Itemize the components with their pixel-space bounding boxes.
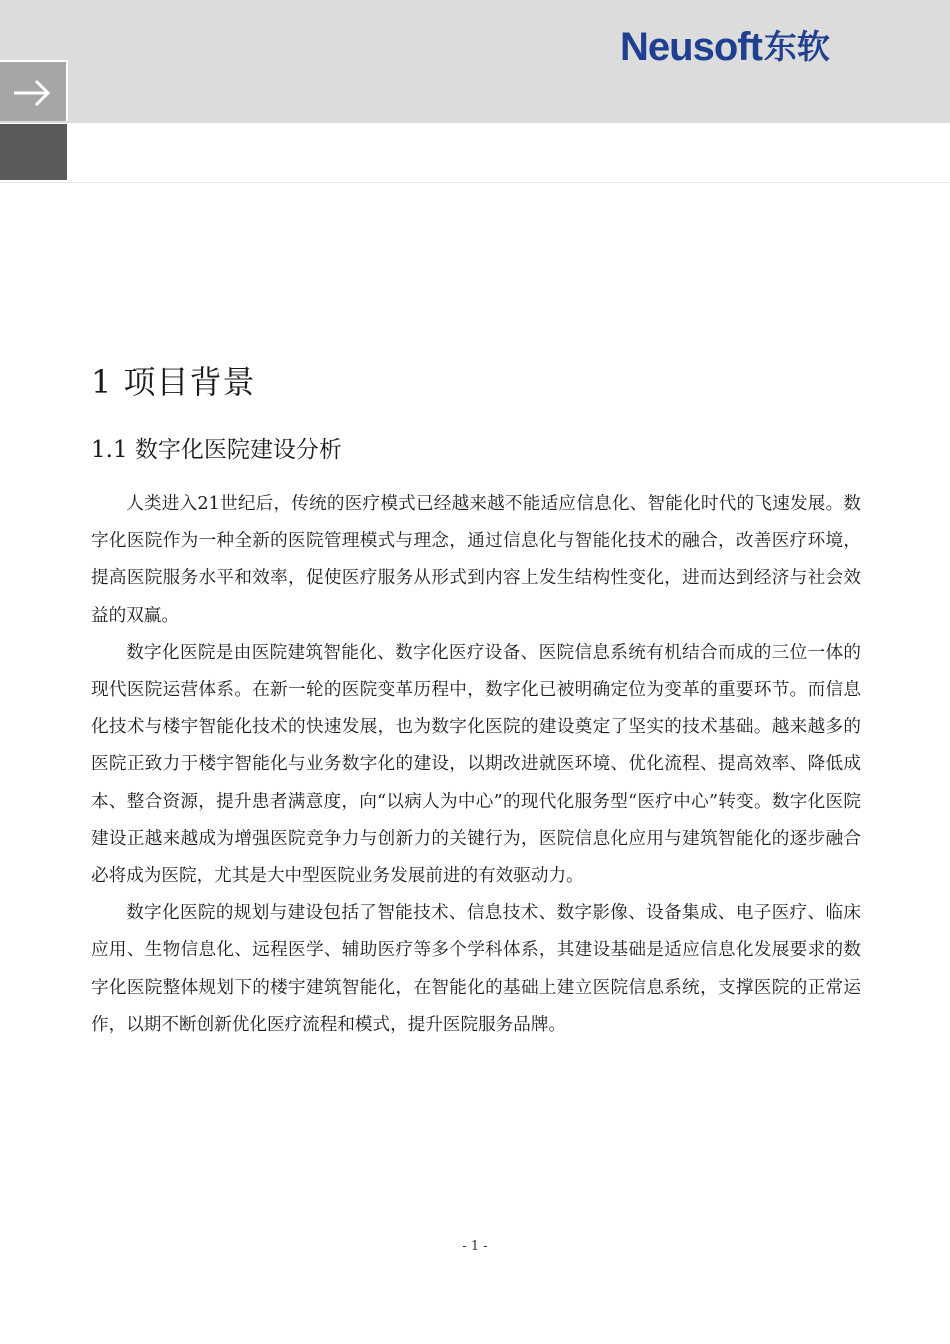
body-text [91, 486, 861, 1044]
paragraph-1: 人类进入21世纪后，传统的医疗模式已经越来越不能适应信息化、智能化时代的飞速发展。数字化医院作为一种全新的医院管理模式与理念，通过信息化与智能化技术的融合，改善医疗环境，提高医院服务水平和效率，促使医疗服务从形式到内容上发生结构性变化，进而达到经济与社会效益的双赢。 [91, 494, 861, 626]
dark-side-block [0, 124, 67, 180]
logo-text: Neusoft [620, 25, 762, 69]
paragraph-2: 数字化医院是由医院建筑智能化、数字化医疗设备、医院信息系统有机结合而成的三位一体的现代医院运营体系。在新一轮的医院变革历程中，数字化已被明确定位为变革的重要环节。而信息化技术与楼宇智能化技术的快速发展，也为数字化医院的建设奠定了坚实的技术基础。越来越多的医院正致力于楼宇智能化与业务数字化的建设，以期改进就医环境、优化流程、提高效率、降低成本、整合资源，提升患者满意度，向“以病人为中心”的现代化服务型“医疗中心”转变。数字化医院建设正越来越成为增强医院竞争力与创新力的关键行为，医院信息化应用与建筑智能化的逐步融合必将成为医院，尤其是大中型医院业务发展前进的有效驱动力。 [91, 642, 861, 887]
section-title: 1.1 数字化医院建设分析 [91, 437, 342, 463]
arrow-right-icon [12, 78, 52, 108]
chapter-title: 1 项目背景 [91, 363, 256, 401]
header-divider [0, 182, 950, 183]
neusoft-logo [620, 24, 830, 70]
paragraph-3: 数字化医院的规划与建设包括了智能技术、信息技术、数字影像、设备集成、电子医疗、临床应用、生物信息化、远程医学、辅助医疗等多个学科体系，其建设基础是适应信息化发展要求的数字化医院整体规划下的楼宇建筑智能化，在智能化的基础上建立医院信息系统，支撑医院的正常运作，以期不断创新优化医疗流程和模式，提升医院服务品牌。 [91, 903, 861, 1035]
page-number: - 1 - [462, 1239, 488, 1254]
logo-cn-text: 东软 [763, 27, 830, 66]
arrow-box [0, 60, 68, 121]
